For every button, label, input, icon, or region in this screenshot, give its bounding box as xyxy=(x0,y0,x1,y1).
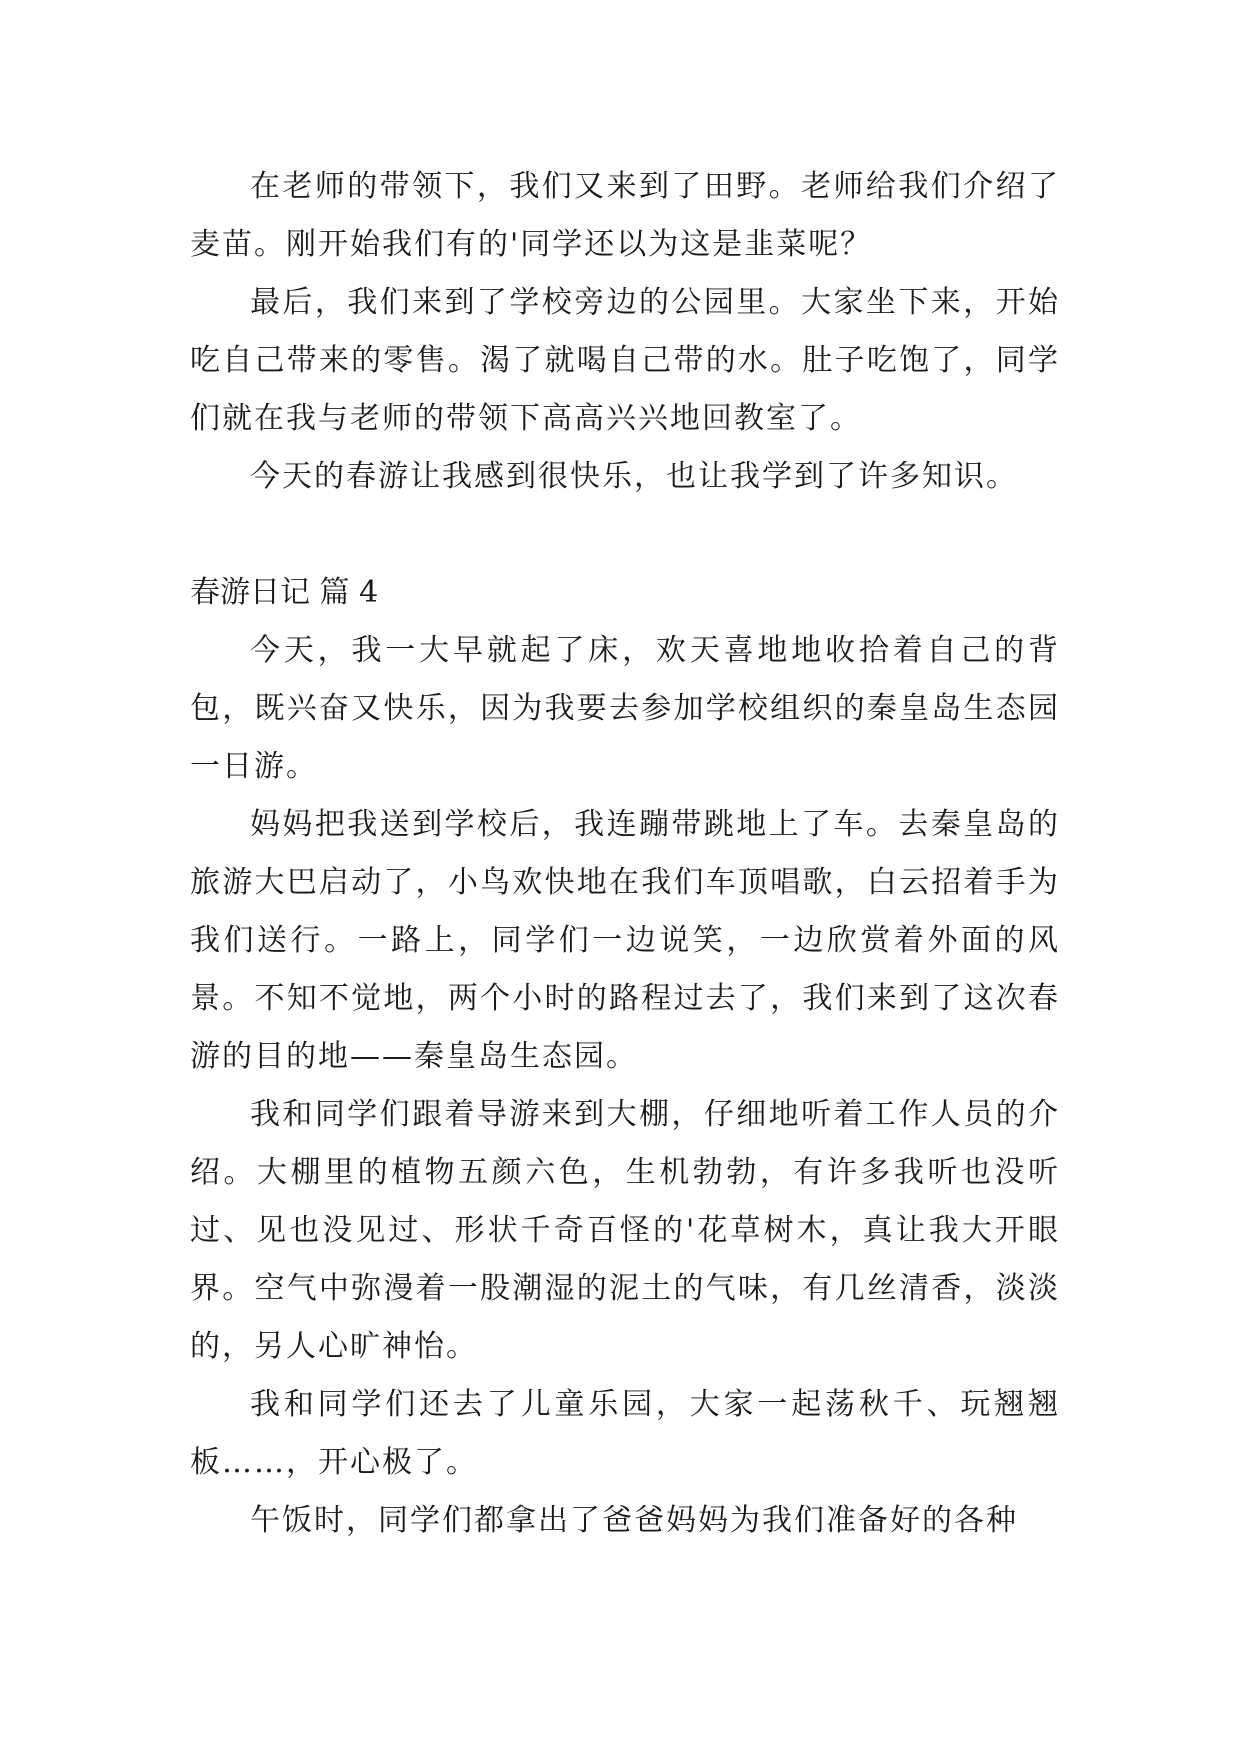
paragraph: 我和同学们还去了儿童乐园，大家一起荡秋千、玩翘翘板……，开心极了。 xyxy=(190,1387,1060,1480)
paragraph: 在老师的带领下，我们又来到了田野。老师给我们介绍了麦苗。刚开始我们有的'同学还以为这是韭菜呢？ xyxy=(190,169,1060,262)
paragraph: 最后，我们来到了学校旁边的公园里。大家坐下来，开始吃自己带来的零售。渴了就喝自己带的水。肚子吃饱了，同学们就在我与老师的带领下高高兴兴地回教室了。 xyxy=(190,285,1060,436)
paragraph: 午饭时，同学们都拿出了爸爸妈妈为我们准备好的各种 xyxy=(250,1503,1018,1538)
section-title: 春游日记 篇 4 xyxy=(190,575,379,610)
paragraph: 今天，我一大早就起了床，欢天喜地地收拾着自己的背包，既兴奋又快乐，因为我要去参加学校组织的秦皇岛生态园一日游。 xyxy=(190,633,1060,784)
paragraph: 妈妈把我送到学校后，我连蹦带跳地上了车。去秦皇岛的旅游大巴启动了，小鸟欢快地在我们车顶唱歌，白云招着手为我们送行。一路上，同学们一边说笑，一边欣赏着外面的风景。不知不觉地，两个小时的路程过去了，我们来到了这次春游的目的地——秦皇岛生态园。 xyxy=(190,807,1060,1074)
paragraph: 今天的春游让我感到很快乐，也让我学到了许多知识。 xyxy=(250,459,1018,494)
document-body xyxy=(190,158,1060,1550)
paragraph: 我和同学们跟着导游来到大棚，仔细地听着工作人员的介绍。大棚里的植物五颜六色，生机勃勃，有许多我听也没听过、见也没见过、形状千奇百怪的'花草树木，真让我大开眼界。空气中弥漫着一股潮湿的泥土的气味，有几丝清香，淡淡的，另人心旷神怡。 xyxy=(190,1097,1060,1364)
